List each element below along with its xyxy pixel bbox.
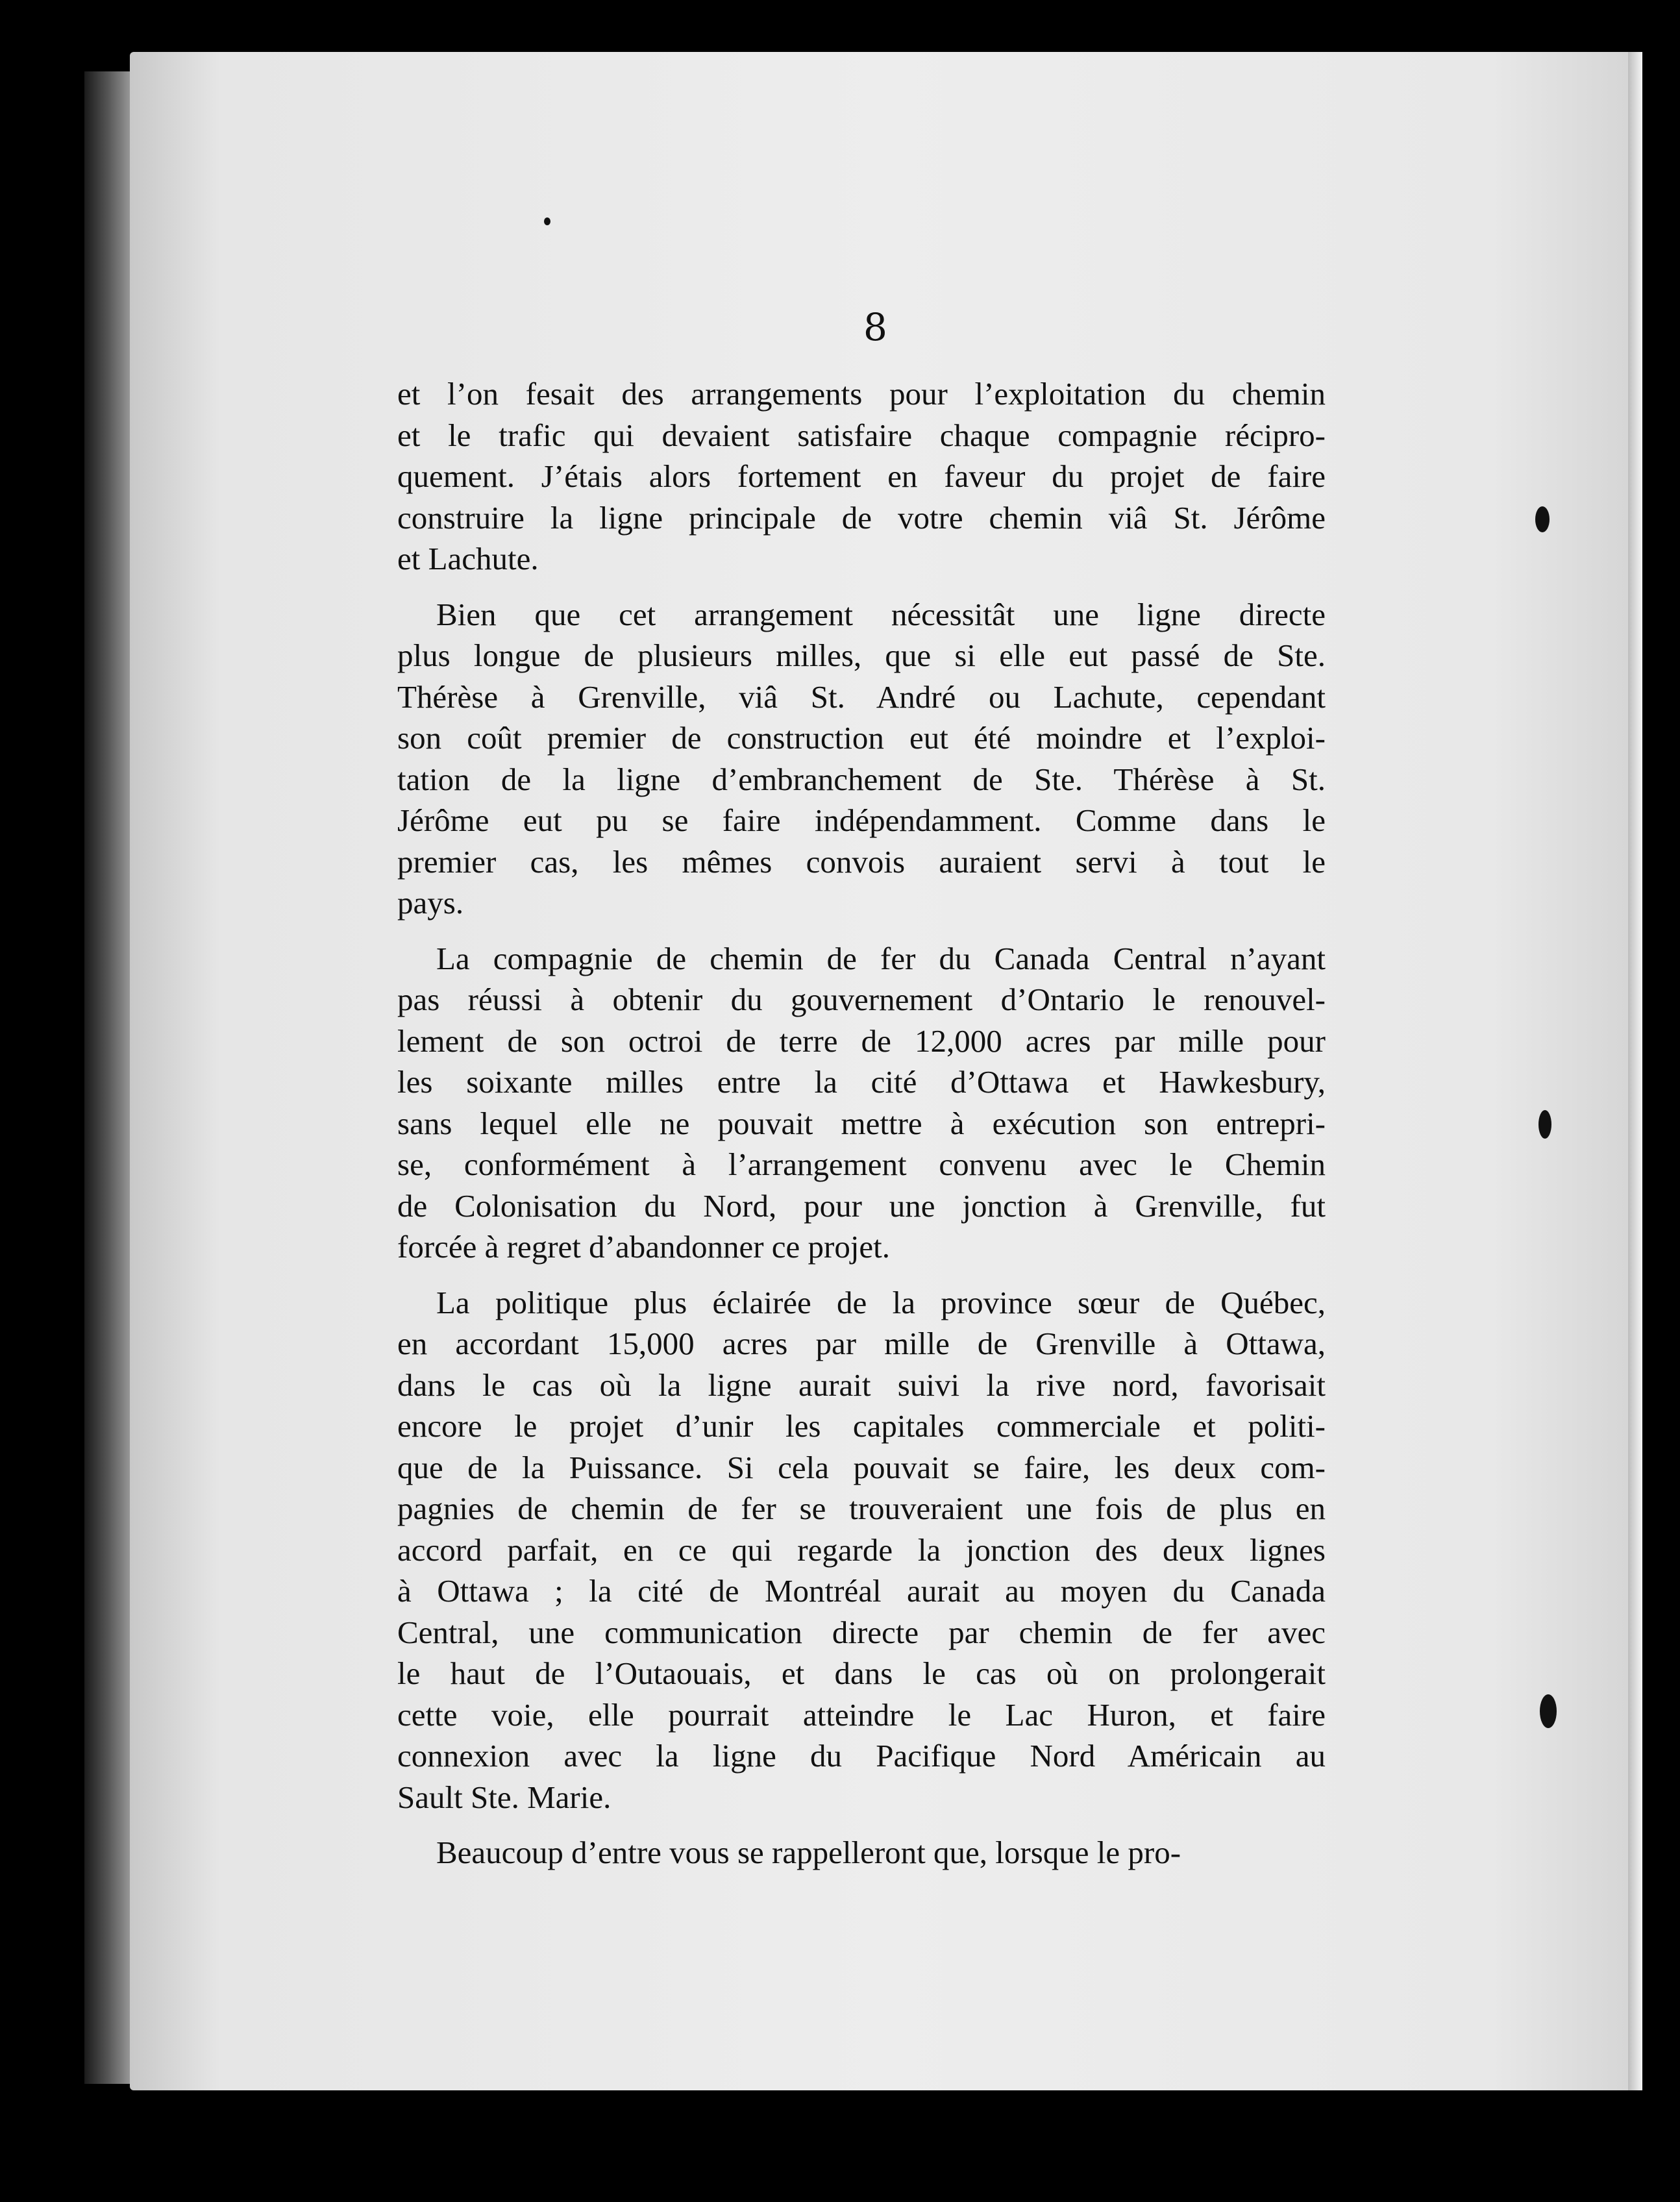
text-line: La politique plus éclairée de la province sœur de Québec,: [436, 1284, 1326, 1320]
text-line: le haut de l’Outaouais, et dans le cas où on prolongerait: [397, 1655, 1326, 1691]
text-line: sans lequel elle ne pouvait mettre à exécution son entrepri-: [397, 1105, 1326, 1141]
text-line: et Lachute.: [397, 541, 539, 576]
text-line: et l’on fesait des arrangements pour l’exploitation du chemin: [397, 376, 1326, 412]
text-line: construire la ligne principale de votre chemin viâ St. Jérôme: [397, 499, 1326, 536]
text-line: en accordant 15,000 acres par mille de Grenville à Ottawa,: [397, 1326, 1326, 1361]
text-line: son coût premier de construction eut été moindre et l’exploi-: [397, 720, 1326, 756]
text-line: encore le projet d’unir les capitales commerciale et politi-: [397, 1408, 1326, 1444]
paragraph: [397, 938, 1326, 1268]
text-line: lement de son octroi de terre de 12,000 acres par mille pour: [397, 1022, 1326, 1059]
binding-mark: [1540, 1694, 1557, 1728]
text-line: Jérôme eut pu se faire indépendamment. Comme dans le: [397, 802, 1326, 838]
paragraph: [397, 1832, 1326, 1874]
page-number: 8: [863, 305, 887, 349]
text-line: à Ottawa ; la cité de Montréal aurait au moyen du Canada: [397, 1573, 1326, 1609]
text-line: pays.: [397, 885, 464, 921]
text-line: Central, une communication directe par chemin de fer avec: [397, 1614, 1326, 1650]
text-line: forcée à regret d’abandonner ce projet.: [397, 1229, 891, 1265]
text-line: premier cas, les mêmes convois auraient servi à tout le: [397, 843, 1326, 880]
text-line: de Colonisation du Nord, pour une jonction à Grenville, fut: [397, 1187, 1326, 1224]
text-line: les soixante milles entre la cité d’Ottawa et Hawkesbury,: [397, 1064, 1326, 1100]
text-line: pagnies de chemin de fer se trouveraient une fois de plus en: [397, 1491, 1326, 1526]
text-line: se, conformément à l’arrangement convenu avec le Chemin: [397, 1146, 1326, 1182]
text-line: dans le cas où la ligne aurait suivi la rive nord, favorisait: [397, 1367, 1326, 1403]
text-line: Beaucoup d’entre vous se rappelleront que, lorsque le pro-: [436, 1835, 1181, 1870]
text-line: Sault Ste. Marie.: [397, 1779, 611, 1815]
paragraph: [397, 1282, 1326, 1818]
text-line: que de la Puissance. Si cela pouvait se faire, les deux com-: [397, 1449, 1326, 1485]
paragraph: [397, 373, 1326, 580]
text-line: tation de la ligne d’embranchement de Ste. Thérèse à St.: [397, 761, 1326, 797]
text-line: quement. J’étais alors fortement en faveur du projet de faire: [397, 458, 1326, 494]
text-line: Thérèse à Grenville, viâ St. André ou Lachute, cependant: [397, 678, 1326, 715]
text-line: connexion avec la ligne du Pacifique Nord Américain au: [397, 1738, 1326, 1774]
text-line: et le trafic qui devaient satisfaire chaque compagnie récipro-: [397, 417, 1326, 453]
text-line: pas réussi à obtenir du gouvernement d’Ontario le renouvel-: [397, 982, 1326, 1017]
text-line: plus longue de plusieurs milles, que si elle eut passé de Ste.: [397, 637, 1326, 673]
body-text: [397, 373, 1326, 1888]
text-line: cette voie, elle pourrait atteindre le Lac Huron, et faire: [397, 1696, 1326, 1733]
text-line: Bien que cet arrangement nécessitât une ligne directe: [436, 596, 1326, 632]
speck: [544, 217, 550, 225]
text-line: accord parfait, en ce qui regarde la jonction des deux lignes: [397, 1531, 1326, 1568]
text-line: La compagnie de chemin de fer du Canada Central n’ayant: [436, 940, 1326, 976]
page-fold-edge: [1628, 52, 1642, 2090]
binding-mark: [1538, 1110, 1551, 1139]
paragraph: [397, 594, 1326, 924]
binding-mark: [1535, 506, 1550, 532]
